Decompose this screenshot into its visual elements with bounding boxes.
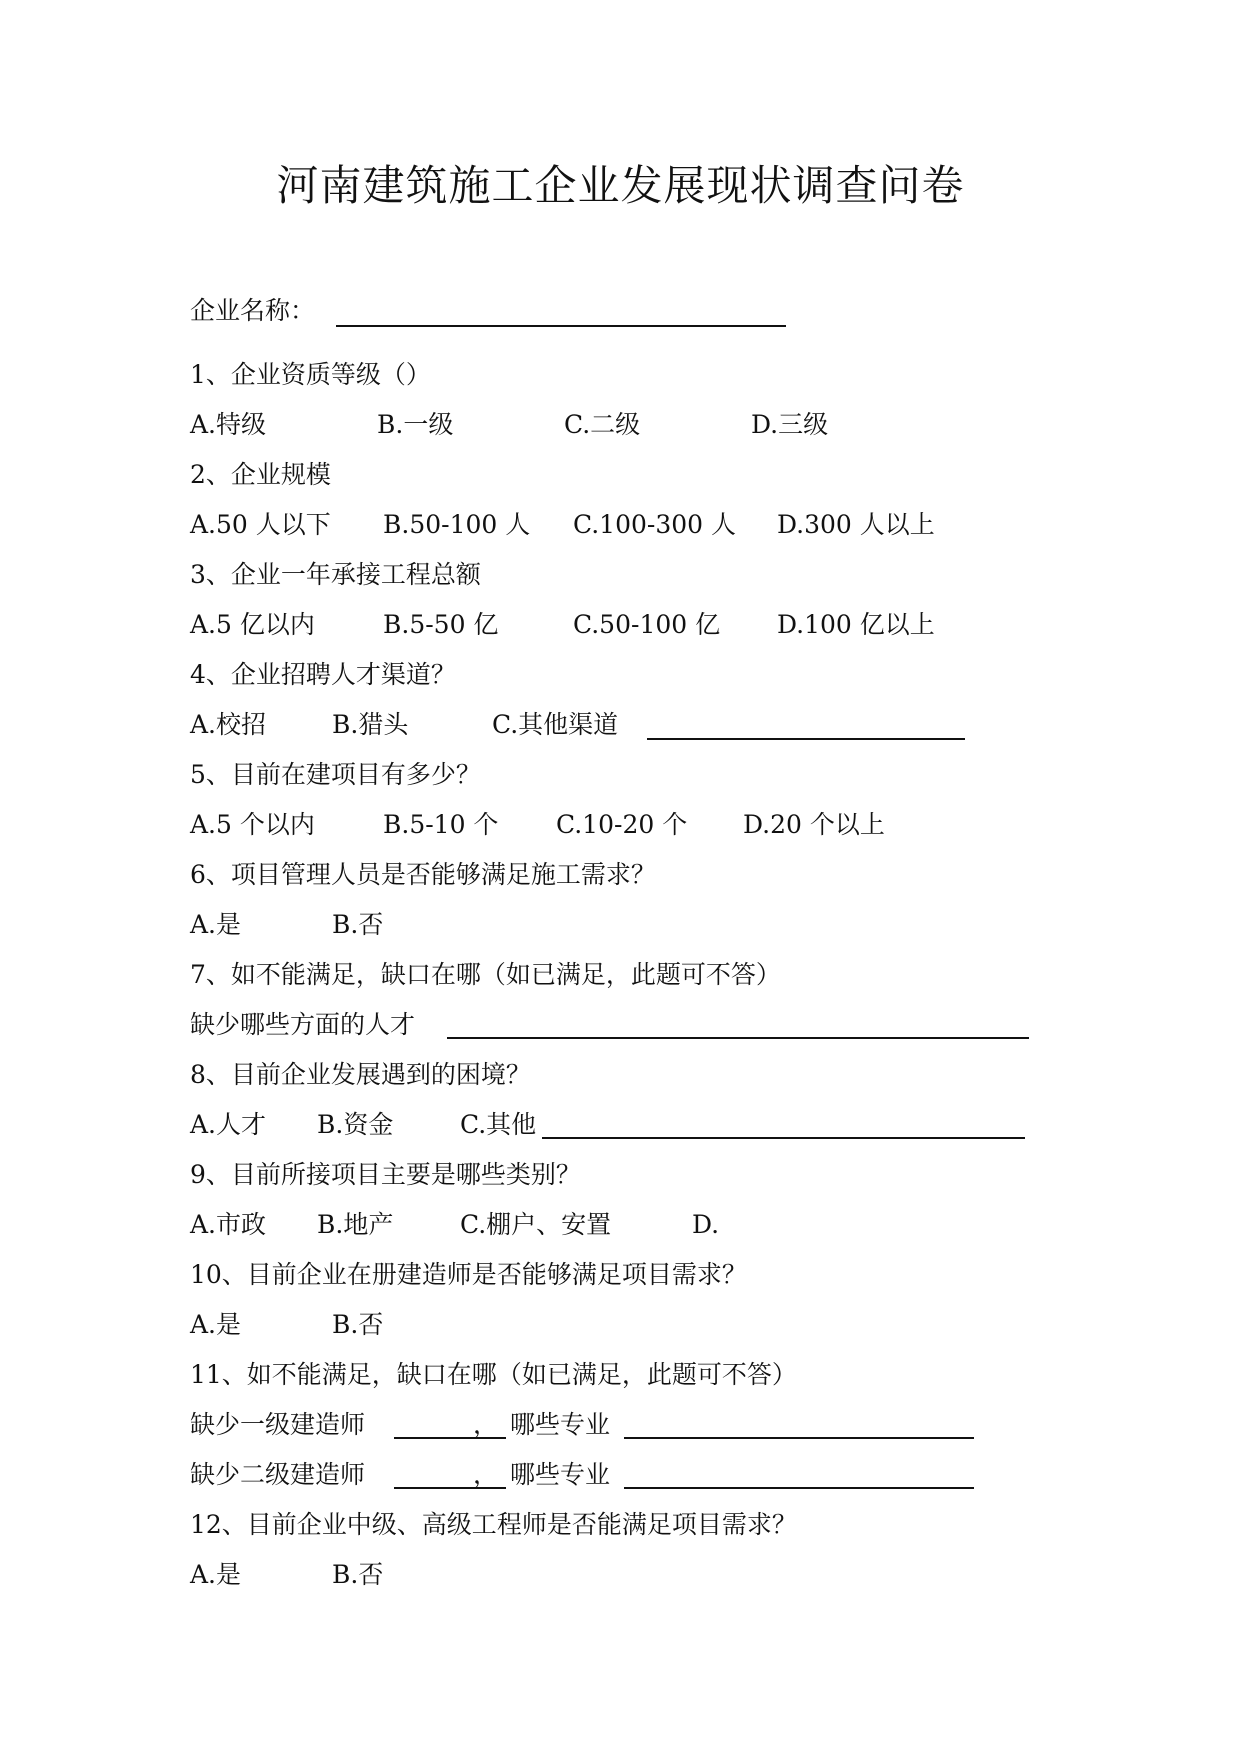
q8-option-b[interactable]: B.资金 [317,1110,394,1139]
q4-option-b[interactable]: B.猎头 [332,710,409,739]
q2-option-b[interactable]: B.50-100 人 [383,510,531,539]
q5-option-d[interactable]: D.20 个以上 [743,810,885,839]
q3-option-d[interactable]: D.100 亿以上 [777,610,935,639]
q2-option-d[interactable]: D.300 人以上 [777,510,935,539]
q1-option-b[interactable]: B.一级 [377,410,454,439]
q9-option-a[interactable]: A.市政 [190,1210,267,1239]
q6-option-a[interactable]: A.是 [190,910,242,939]
question-9: 9、目前所接项目主要是哪些类别？ [190,1160,581,1189]
q11-second-class-label: 缺少二级建造师 [190,1460,366,1489]
q11-second-class-count-field[interactable] [394,1487,506,1489]
question-4: 4、企业招聘人才渠道？ [190,660,456,689]
question-3-options [190,607,1090,643]
q12-option-a[interactable]: A.是 [190,1560,242,1589]
q5-option-c[interactable]: C.10-20 个 [556,810,688,839]
question-1: 1、企业资质等级（） [190,360,431,389]
question-2-options [190,507,1090,543]
question-1-options [190,407,1090,443]
q5-option-a[interactable]: A.5 个以内 [190,810,315,839]
question-10: 10、目前企业在册建造师是否能够满足项目需求？ [190,1260,747,1289]
q8-option-a[interactable]: A.人才 [190,1110,267,1139]
q11-first-class-label: 缺少一级建造师 [190,1410,366,1439]
question-6-options [190,907,1090,943]
question-5: 5、目前在建项目有多少？ [190,760,481,789]
question-6: 6、项目管理人员是否能够满足施工需求？ [190,860,656,889]
q11-second-class-major-field[interactable] [624,1487,974,1489]
q4-option-c[interactable]: C.其他渠道 [492,710,619,739]
question-3: 3、企业一年承接工程总额 [190,560,481,589]
q9-option-c[interactable]: C.棚户、安置 [460,1210,612,1239]
q3-option-a[interactable]: A.5 亿以内 [190,610,315,639]
question-11: 11、如不能满足，缺口在哪（如已满足，此题可不答） [190,1360,797,1389]
q5-option-b[interactable]: B.5-10 个 [383,810,499,839]
q9-option-d[interactable]: D. [692,1210,720,1239]
q11-comma: ， [473,1460,499,1489]
page-title: 河南建筑施工企业发展现状调查问卷 [276,161,965,210]
company-name-field[interactable] [336,325,786,327]
q3-option-c[interactable]: C.50-100 亿 [573,610,721,639]
q4-other-channel-field[interactable] [647,738,965,740]
question-2: 2、企业规模 [190,460,331,489]
q3-option-b[interactable]: B.5-50 亿 [383,610,499,639]
q4-option-a[interactable]: A.校招 [190,710,267,739]
q11-comma: ， [473,1410,499,1439]
q11-major-label: 哪些专业 [510,1460,611,1489]
question-10-options [190,1307,1090,1343]
question-12: 12、目前企业中级、高级工程师是否能满足项目需求？ [190,1510,797,1539]
q7-talent-field[interactable] [447,1037,1029,1039]
q9-option-b[interactable]: B.地产 [317,1210,394,1239]
q8-option-c[interactable]: C.其他 [460,1110,537,1139]
q10-option-b[interactable]: B.否 [332,1310,384,1339]
q11-first-class-count-field[interactable] [394,1437,506,1439]
q11-first-class-major-field[interactable] [624,1437,974,1439]
question-5-options [190,807,1090,843]
question-9-options [190,1207,1090,1243]
company-name-row [190,293,315,329]
q6-option-b[interactable]: B.否 [332,910,384,939]
question-12-options [190,1557,1090,1593]
question-8: 8、目前企业发展遇到的困境？ [190,1060,531,1089]
q10-option-a[interactable]: A.是 [190,1310,242,1339]
q7-fill-label: 缺少哪些方面的人才 [190,1010,416,1039]
q2-option-c[interactable]: C.100-300 人 [573,510,737,539]
q12-option-b[interactable]: B.否 [332,1560,384,1589]
company-name-label: 企业名称： [190,296,316,325]
question-7: 7、如不能满足，缺口在哪（如已满足，此题可不答） [190,960,781,989]
q1-option-a[interactable]: A.特级 [190,410,267,439]
q11-major-label: 哪些专业 [510,1410,611,1439]
q8-other-field[interactable] [542,1137,1025,1139]
q2-option-a[interactable]: A.50 人以下 [190,510,331,539]
q1-option-c[interactable]: C.二级 [564,410,641,439]
q1-option-d[interactable]: D.三级 [751,410,829,439]
